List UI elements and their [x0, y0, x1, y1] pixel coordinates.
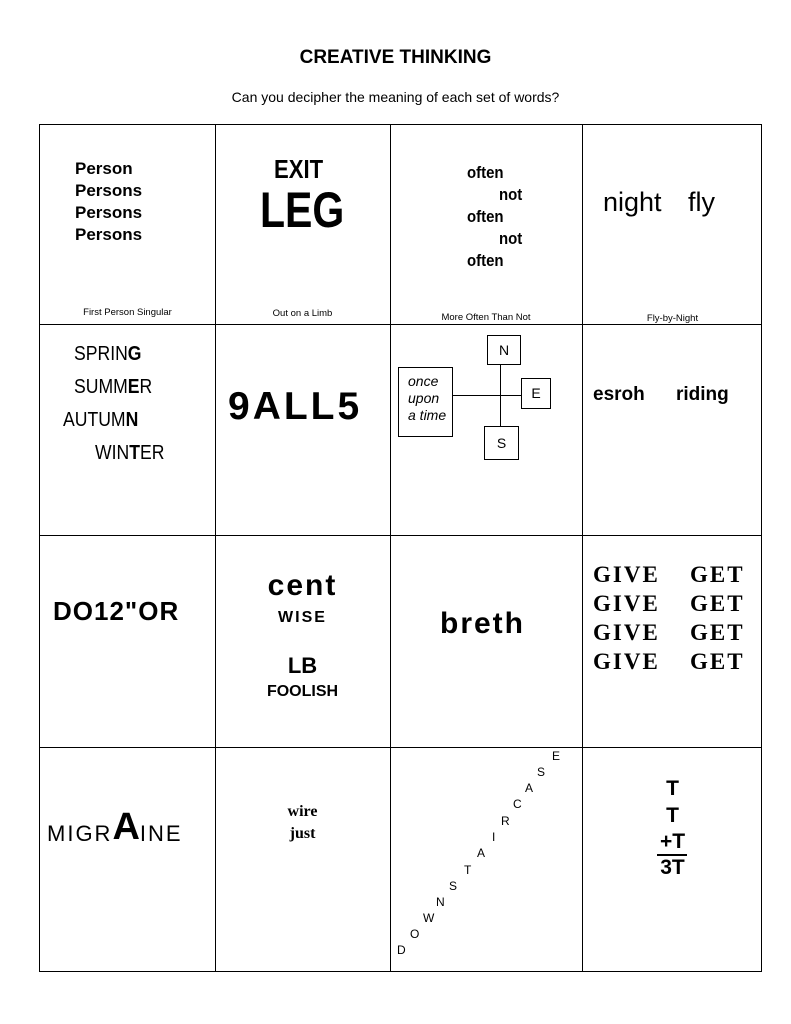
not-word: not	[499, 185, 523, 204]
night-word: night	[603, 187, 662, 217]
person-line: Persons	[75, 181, 143, 200]
not-word: not	[499, 229, 523, 248]
caption-2: Out on a Limb	[272, 308, 333, 319]
foolish-word: FOOLISH	[266, 683, 339, 700]
stair-letter: A	[525, 781, 534, 795]
cent-word: cent	[267, 569, 338, 602]
t-line: T	[666, 777, 679, 800]
winter-word: WINTER	[95, 442, 165, 464]
stair-letter: D	[397, 943, 406, 957]
stair-letter: E	[552, 749, 561, 763]
grid-line	[40, 324, 761, 325]
stair-letter: R	[501, 814, 510, 828]
person-lines	[75, 158, 142, 246]
spring-word: SPRING	[74, 343, 142, 365]
grid-line	[215, 125, 216, 971]
grid-line	[40, 747, 761, 748]
compass-horizontal-line	[453, 395, 521, 396]
grid-line	[40, 535, 761, 536]
caption-1: First Person Singular	[83, 307, 172, 318]
often-word: often	[467, 251, 504, 270]
east-box: E	[521, 378, 551, 409]
page-title: CREATIVE THINKING	[299, 47, 492, 68]
stair-letter: S	[449, 879, 458, 893]
do12-or-text: DO12"OR	[53, 596, 180, 626]
stair-letter: W	[423, 911, 435, 925]
stair-letter: I	[492, 830, 496, 844]
big-a-letter: A	[112, 806, 140, 848]
often-word: often	[467, 207, 504, 226]
plus-t-line: +T	[659, 830, 686, 853]
north-box: N	[487, 335, 521, 365]
puzzle-grid	[39, 124, 762, 972]
page-subtitle: Can you decipher the meaning of each set of words?	[231, 89, 560, 105]
stair-letter: N	[436, 895, 445, 909]
highlight-letter: N	[125, 409, 139, 431]
breth-word: breth	[440, 607, 525, 640]
grid-line	[390, 125, 391, 971]
get-column: GET GET GET GET	[690, 562, 745, 674]
just-word: just	[289, 825, 316, 842]
leg-text: LEG	[260, 182, 345, 238]
t-line: T	[666, 804, 679, 827]
caption-3: More Often Than Not	[441, 312, 531, 323]
esroh-word: esroh	[593, 384, 645, 405]
nine-all-five: 9ALL5	[228, 385, 363, 428]
stair-letter: A	[477, 846, 486, 860]
south-box: S	[484, 426, 519, 460]
person-line: Persons	[75, 203, 143, 222]
stair-letter: O	[410, 927, 420, 941]
often-word: often	[467, 163, 504, 182]
wire-word: wire	[287, 803, 318, 820]
autumn-word: AUTUMN	[63, 409, 139, 431]
person-line: Person	[75, 159, 133, 178]
three-t-line: 3T	[660, 856, 685, 879]
stair-letter: T	[464, 863, 472, 877]
caption-4: Fly-by-Night	[646, 313, 699, 324]
exit-text: EXIT	[274, 154, 324, 184]
wise-word: WISE	[278, 609, 327, 626]
lb-word: LB	[287, 653, 318, 678]
stair-letter: C	[513, 797, 522, 811]
stair-letter: S	[537, 765, 546, 779]
give-column: GIVE GIVE GIVE GIVE	[593, 562, 660, 674]
fly-word: fly	[688, 187, 715, 217]
person-line: Persons	[75, 225, 143, 244]
highlight-letter: G	[127, 343, 142, 365]
highlight-letter: T	[129, 442, 140, 464]
riding-word: riding	[676, 384, 729, 405]
summer-word: SUMMER	[74, 376, 153, 398]
once-upon-a-time-box: once upon a time	[398, 367, 453, 437]
highlight-letter: E	[127, 376, 140, 398]
migraine-word: MIGRAINE	[47, 806, 183, 848]
